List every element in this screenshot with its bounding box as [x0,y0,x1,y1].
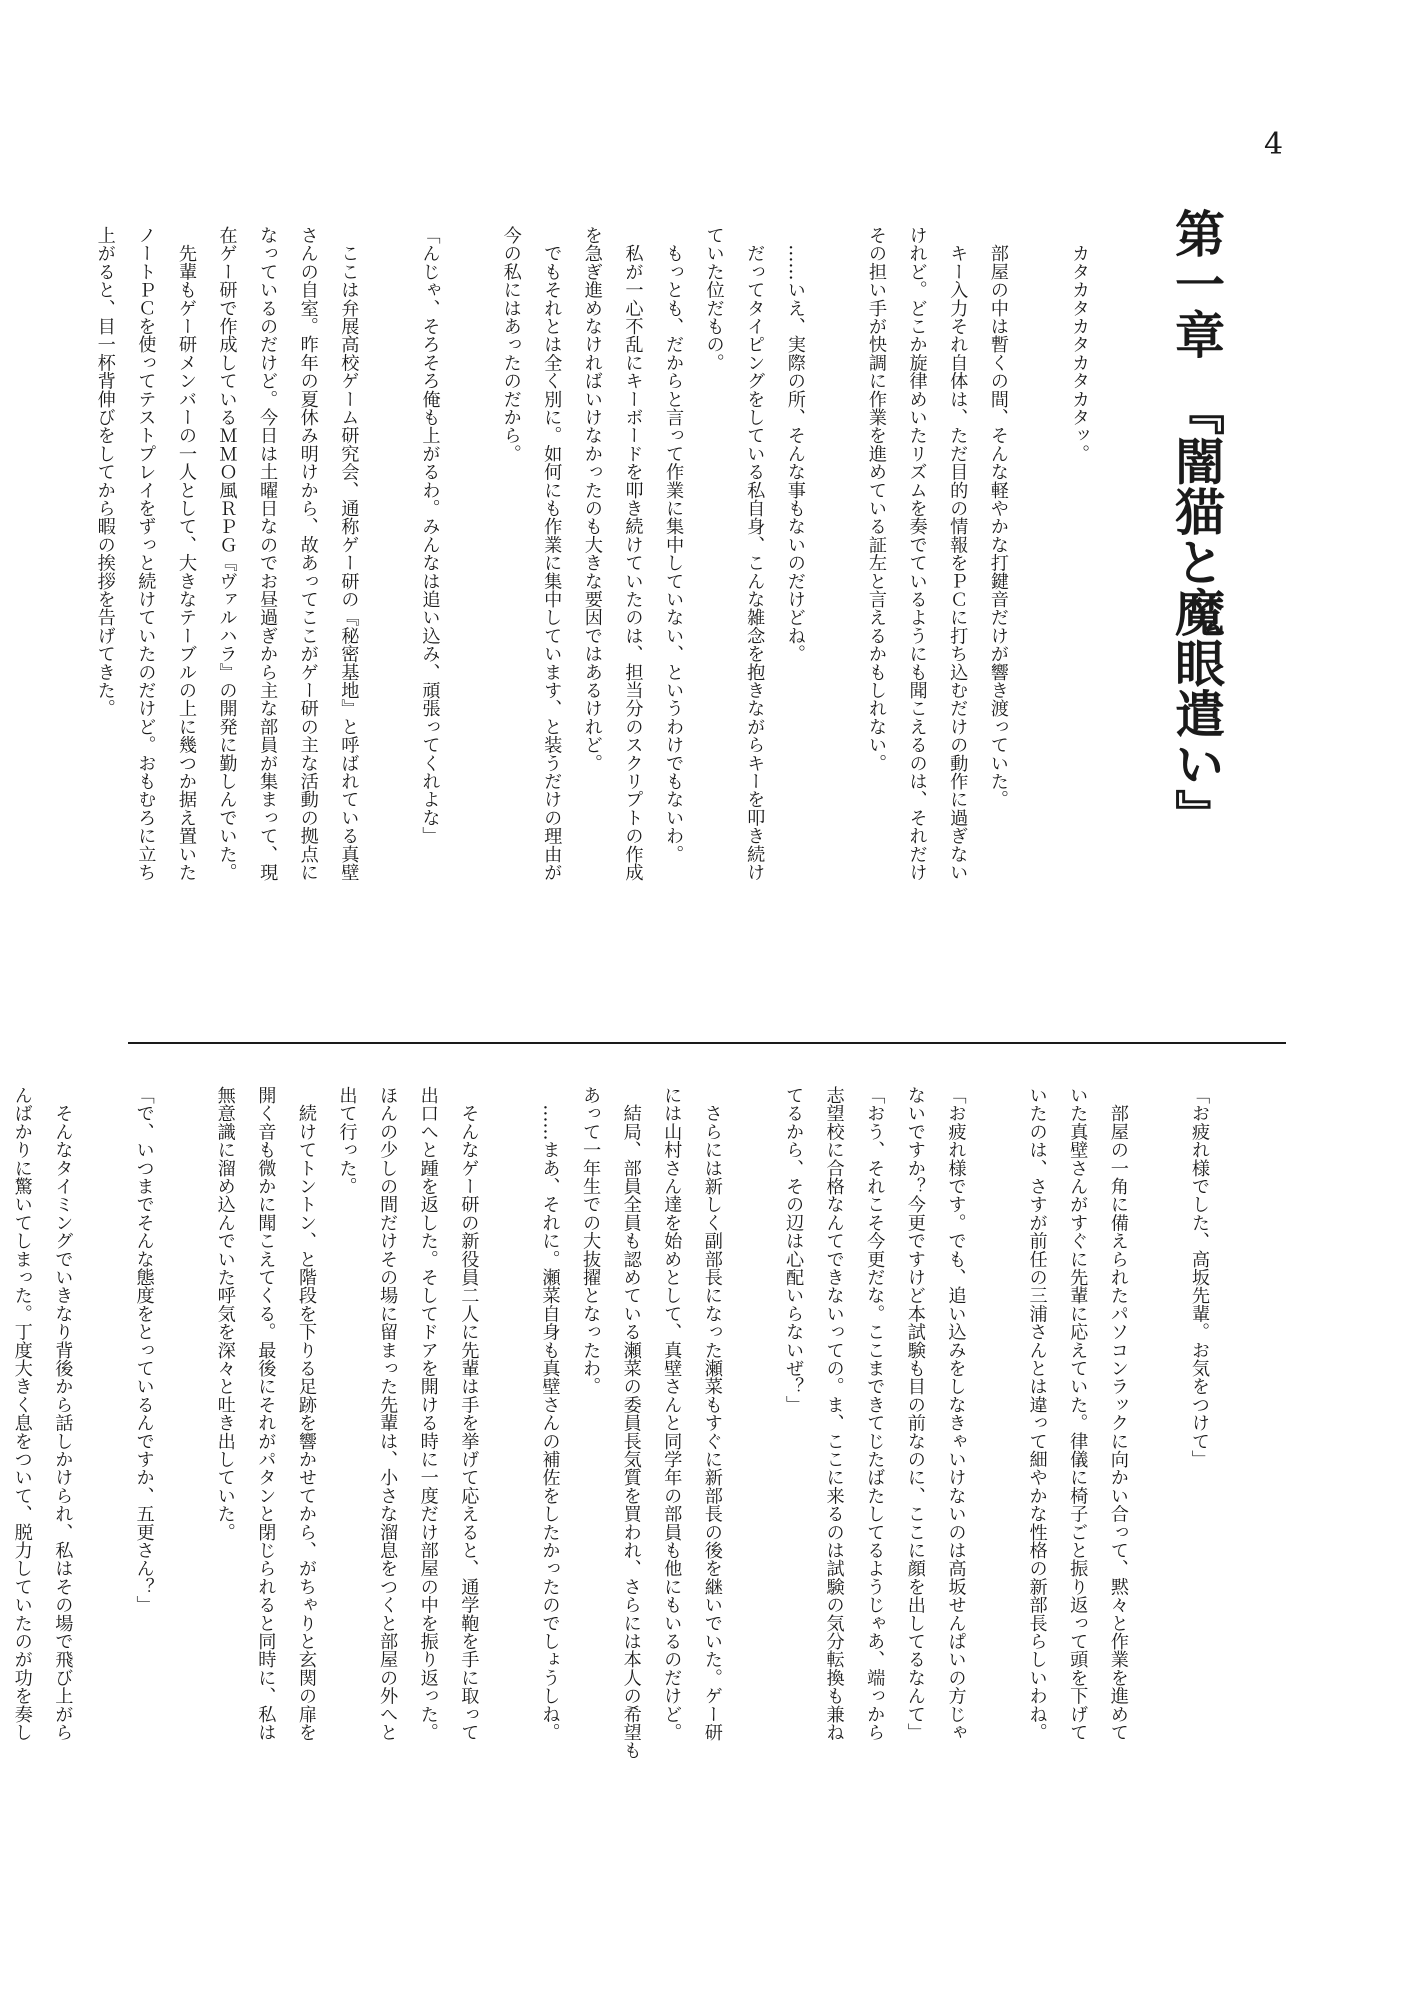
upper-text-line: さんの自室。昨年の夏休み明けから、故あってここがゲー研の主な活動の拠点に [297,226,319,882]
lower-text-line: 開く音も微かに聞こえてくる。最後にそれがパタンと閉じられると同時に、私は [255,1086,277,1742]
lower-text-line: いた真壁さんがすぐに先輩に応えていた。律儀に椅子ごと振り返って頭を下げて [1067,1086,1089,1742]
lower-text-line: 「お疲れ様でした、高坂先輩。お気をつけて」 [1189,1086,1210,1469]
upper-text-line: 在ゲー研で作成しているＭＭＯ風ＲＰＧ『ヴァルハラ』の開発に勤しんでいた。 [216,226,238,882]
lower-text-line: てるから、その辺は心配いらないぜ？」 [783,1086,805,1414]
upper-text-line: もっとも、だからと言って作業に集中していない、というわけでもないわ。 [663,226,685,863]
upper-text-line: でもそれとは全く別に。如何にも作業に集中しています、と装うだけの理由が [541,226,563,882]
lower-text-line: ないですか？今更ですけど本試験も目の前なのに、ここに顔を出してるなんて」 [904,1086,926,1742]
lower-text-line: あって一年生での大抜擢となったわ。 [580,1086,602,1396]
upper-text-line: 先輩もゲー研メンバーの一人として、大きなテーブルの上に幾つか据え置いた [175,226,197,882]
upper-text-line [450,226,491,1056]
upper-text-line: 上がると、目一杯背伸びをしてから暇の挨拶を告げてきた。 [94,226,116,718]
upper-text-line: なっているのだけど。今日は土曜日なのでお昼過ぎから主な部員が集まって、現 [257,226,279,882]
upper-text-line: ……いえ、実際の所、そんな事もないのだけどね。 [784,226,806,663]
lower-text-line: 部屋の一角に備えられたパソコンラックに向かい合って、黙々と作業を進めて [1107,1086,1129,1742]
chapter-title: 第一章 『闇猫と魔眼遣い』 [1167,208,1226,840]
lower-text-line: さらには新しく副部長になった瀬菜もすぐに新部長の後を継いでいた。ゲー研 [701,1086,723,1742]
lower-text-line [488,1086,529,1936]
lower-text-line: いたのは、さすが前任の三浦さんとは違って細やかな性格の新部長らしいわね。 [1026,1086,1048,1742]
lower-text-line [82,1086,123,1936]
upper-text-line: 私が一心不乱にキーボードを叩き続けていたのは、担当分のスクリプトの作成 [622,226,644,882]
upper-text-line: 部屋の中は暫くの間、そんな軽やかな打鍵音だけが響き渡っていた。 [987,226,1009,809]
lower-text-line: 続けてトントン、と階段を下りる足跡を響かせてから、がちゃりと玄関の扉を [295,1086,317,1742]
lower-text-line: 無意識に溜め込んでいた呼気を深々と吐き出していた。 [214,1086,236,1541]
upper-text-line: 「んじゃ、そろそろ俺も上がるわ。みんなは追い込み、頑張ってくれよな」 [419,226,441,845]
upper-text-line: ここは弁展高校ゲーム研究会、通称ゲー研の『秘密基地』と呼ばれている真壁 [338,226,360,882]
upper-text-line: キー入力それ自体は、ただ目的の情報をＰＣに打ち込むだけの動作に過ぎない [947,226,969,882]
lower-text-line: 出口へと踵を返した。そしてドアを開ける時に一度だけ部屋の中を振り返った。 [417,1086,439,1742]
upper-text-line: を急ぎ進めなければいけなかったのも大きな要因ではあるけれど。 [581,226,603,772]
lower-text-block [1,1086,1219,1936]
upper-text-line: 今の私にはあったのだから。 [500,226,522,463]
lower-text-line: 「で、いつまでそんな態度をとっているんですか、五更さん？」 [133,1086,155,1614]
lower-text-line: そんなタイミングでいきなり背後から話しかけられ、私はその場で飛び上がら [52,1086,74,1742]
upper-text-line: けれど。どこか旋律めいたリズムを奏でているようにも聞こえるのは、それだけ [906,226,928,882]
lower-text-line: 出て行った。 [336,1086,358,1196]
lower-text-line: 「おう、それこそ今更だな。ここまできてじたばたしてるようじゃあ、端っから [864,1086,886,1742]
upper-text-line [1018,226,1059,1056]
upper-text-line [815,226,856,1056]
upper-text-block [84,226,1099,1056]
upper-text-line: だってタイピングをしている私自身、こんな雑念を抱きながらキーを叩き続け [744,226,766,882]
lower-text-line [164,1086,205,1936]
lower-text-line [975,1086,1016,1936]
lower-text-line [1138,1086,1179,1936]
upper-text-line: カタカタカタカタカタッ。 [1069,226,1090,463]
section-divider [128,1042,1286,1044]
lower-text-line: 結局、部員全員も認めている瀬菜の委員長気質を買われ、さらには本人の希望も [620,1086,642,1760]
page-number: 4 [1264,127,1284,162]
lower-text-line: ほんの少しの間だけその場に留まった先輩は、小さな溜息をつくと部屋の外へと [377,1086,399,1742]
upper-text-line: ノートＰＣを使ってテストプレイをずっと続けていたのだけど。おもむろに立ち [135,226,157,882]
lower-text-line: には山村さん達を始めとして、真壁さんと同学年の部員も他にもいるのだけど。 [661,1086,683,1742]
lower-text-line: 「お疲れ様です。でも、追い込みをしなきゃいけないのは高坂せんぱいの方じゃ [945,1086,967,1742]
lower-text-line: んばかりに驚いてしまった。丁度大きく息をついて、脱力していたのが功を奏し [11,1086,33,1742]
upper-text-line: その担い手が快調に作業を進めている証左と言えるかもしれない。 [866,226,888,772]
lower-text-line [732,1086,773,1936]
lower-text-line: ……まあ、それに。瀬菜自身も真壁さんの補佐をしたかったのでしょうしね。 [539,1086,561,1742]
lower-text-line: 志望校に合格なんてできないっての。ま、ここに来るのは試験の気分転換も兼ね [823,1086,845,1742]
lower-text-line: そんなゲー研の新役員二人に先輩は手を挙げて応えると、通学鞄を手に取って [458,1086,480,1742]
upper-text-line: ていた位だもの。 [703,226,725,372]
upper-text-line [368,226,409,1056]
